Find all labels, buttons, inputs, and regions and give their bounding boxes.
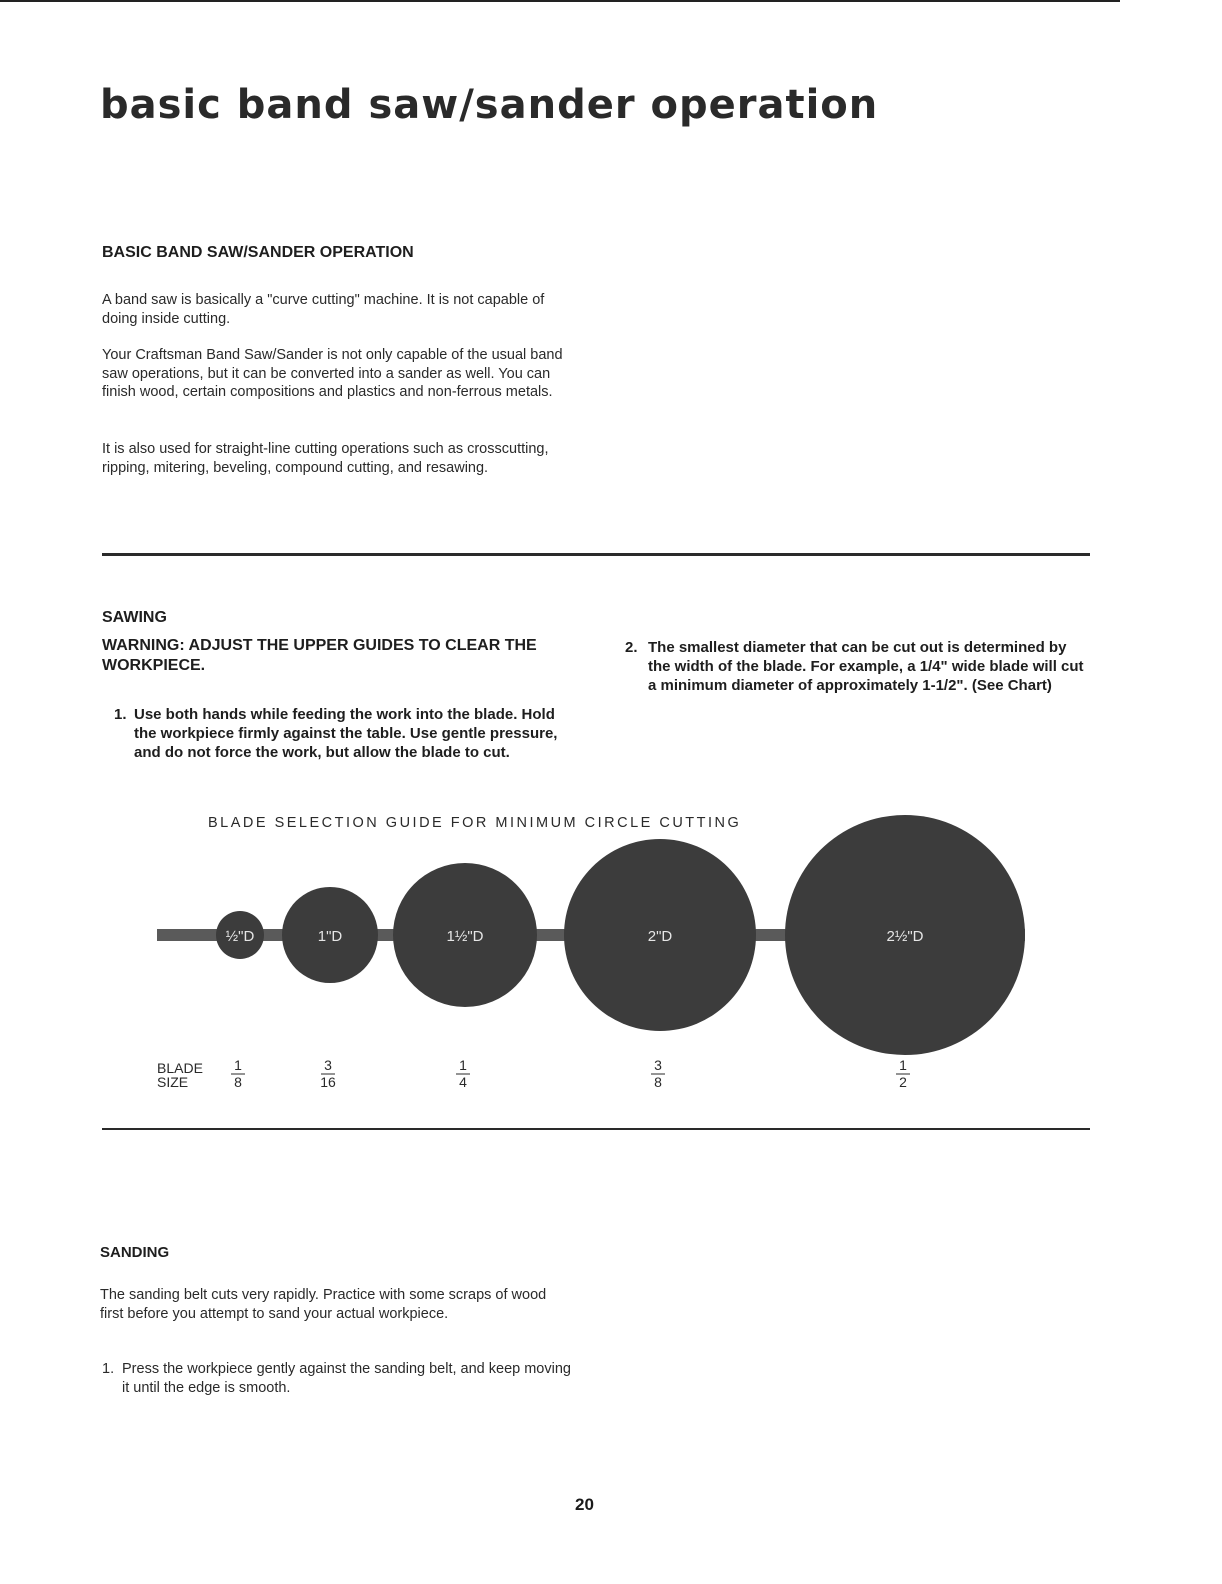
chart-title: BLADE SELECTION GUIDE FOR MINIMUM CIRCLE CUTTING	[208, 815, 742, 831]
blade-size-denominator: 4	[459, 1074, 467, 1090]
blade-size-numerator: 1	[234, 1057, 242, 1073]
blade-size-numerator: 3	[324, 1057, 332, 1073]
section-divider	[102, 553, 1090, 556]
top-rule	[0, 0, 1120, 2]
paragraph-intro-1: A band saw is basically a "curve cutting" machine. It is not capable of doing inside cutting.	[102, 292, 545, 327]
circle-label: 2½"D	[886, 928, 924, 945]
warning-text: WARNING: ADJUST THE UPPER GUIDES TO CLEAR THE WORKPIECE.	[102, 637, 537, 674]
list-number: 2.	[625, 639, 638, 656]
sanding-paragraph: The sanding belt cuts very rapidly. Practice with some scraps of wood first before you attempt to sand your actual workpiece.	[100, 1287, 547, 1322]
section-heading-sawing: SAWING	[102, 609, 167, 626]
sawing-step-2: The smallest diameter that can be cut out is determined by the width of the blade. For example, a 1/4" wide blade will cut a minimum diameter of approximately 1-1/2". (See Chart)	[648, 639, 1084, 694]
circle-label: 1"D	[317, 928, 343, 945]
section-divider	[102, 1128, 1090, 1130]
sanding-step-1: Press the workpiece gently against the sanding belt, and keep moving it until the edge is smooth.	[122, 1361, 571, 1396]
size-row-label: SIZE	[157, 1074, 189, 1090]
circle-label: ½"D	[225, 928, 255, 945]
blade-size-numerator: 1	[459, 1057, 467, 1073]
paragraph-intro-3: It is also used for straight-line cutting operations such as crosscutting, ripping, mitering, beveling, compound cutting, and resawing.	[102, 441, 549, 476]
section-heading-sanding: SANDING	[100, 1244, 170, 1261]
blade-row-label: BLADE	[157, 1060, 203, 1076]
page-title: basic band saw/sander operation	[100, 82, 879, 128]
list-number: 1.	[102, 1361, 115, 1377]
blade-size-numerator: 1	[899, 1057, 907, 1073]
page-number: 20	[575, 1495, 594, 1514]
blade-size-numerator: 3	[654, 1057, 662, 1073]
paragraph-intro-2: Your Craftsman Band Saw/Sander is not only capable of the usual band saw operations, but it can be converted into a sander as well. You can finish wood, certain compositions and plastics and non-ferrous metals.	[102, 347, 563, 400]
section-heading-basic: BASIC BAND SAW/SANDER OPERATION	[102, 244, 414, 261]
blade-size-denominator: 2	[899, 1074, 907, 1090]
blade-size-denominator: 16	[320, 1074, 336, 1090]
circle-label: 2"D	[647, 928, 673, 945]
list-number: 1.	[114, 706, 127, 723]
blade-size-denominator: 8	[234, 1074, 242, 1090]
sawing-step-1: Use both hands while feeding the work into the blade. Hold the workpiece firmly against the table. Use gentle pressure, and do not force the work, but allow the blade to cut.	[134, 706, 558, 761]
circle-label: 1½"D	[446, 928, 484, 945]
blade-selection-chart	[0, 800, 1222, 1100]
blade-size-denominator: 8	[654, 1074, 662, 1090]
